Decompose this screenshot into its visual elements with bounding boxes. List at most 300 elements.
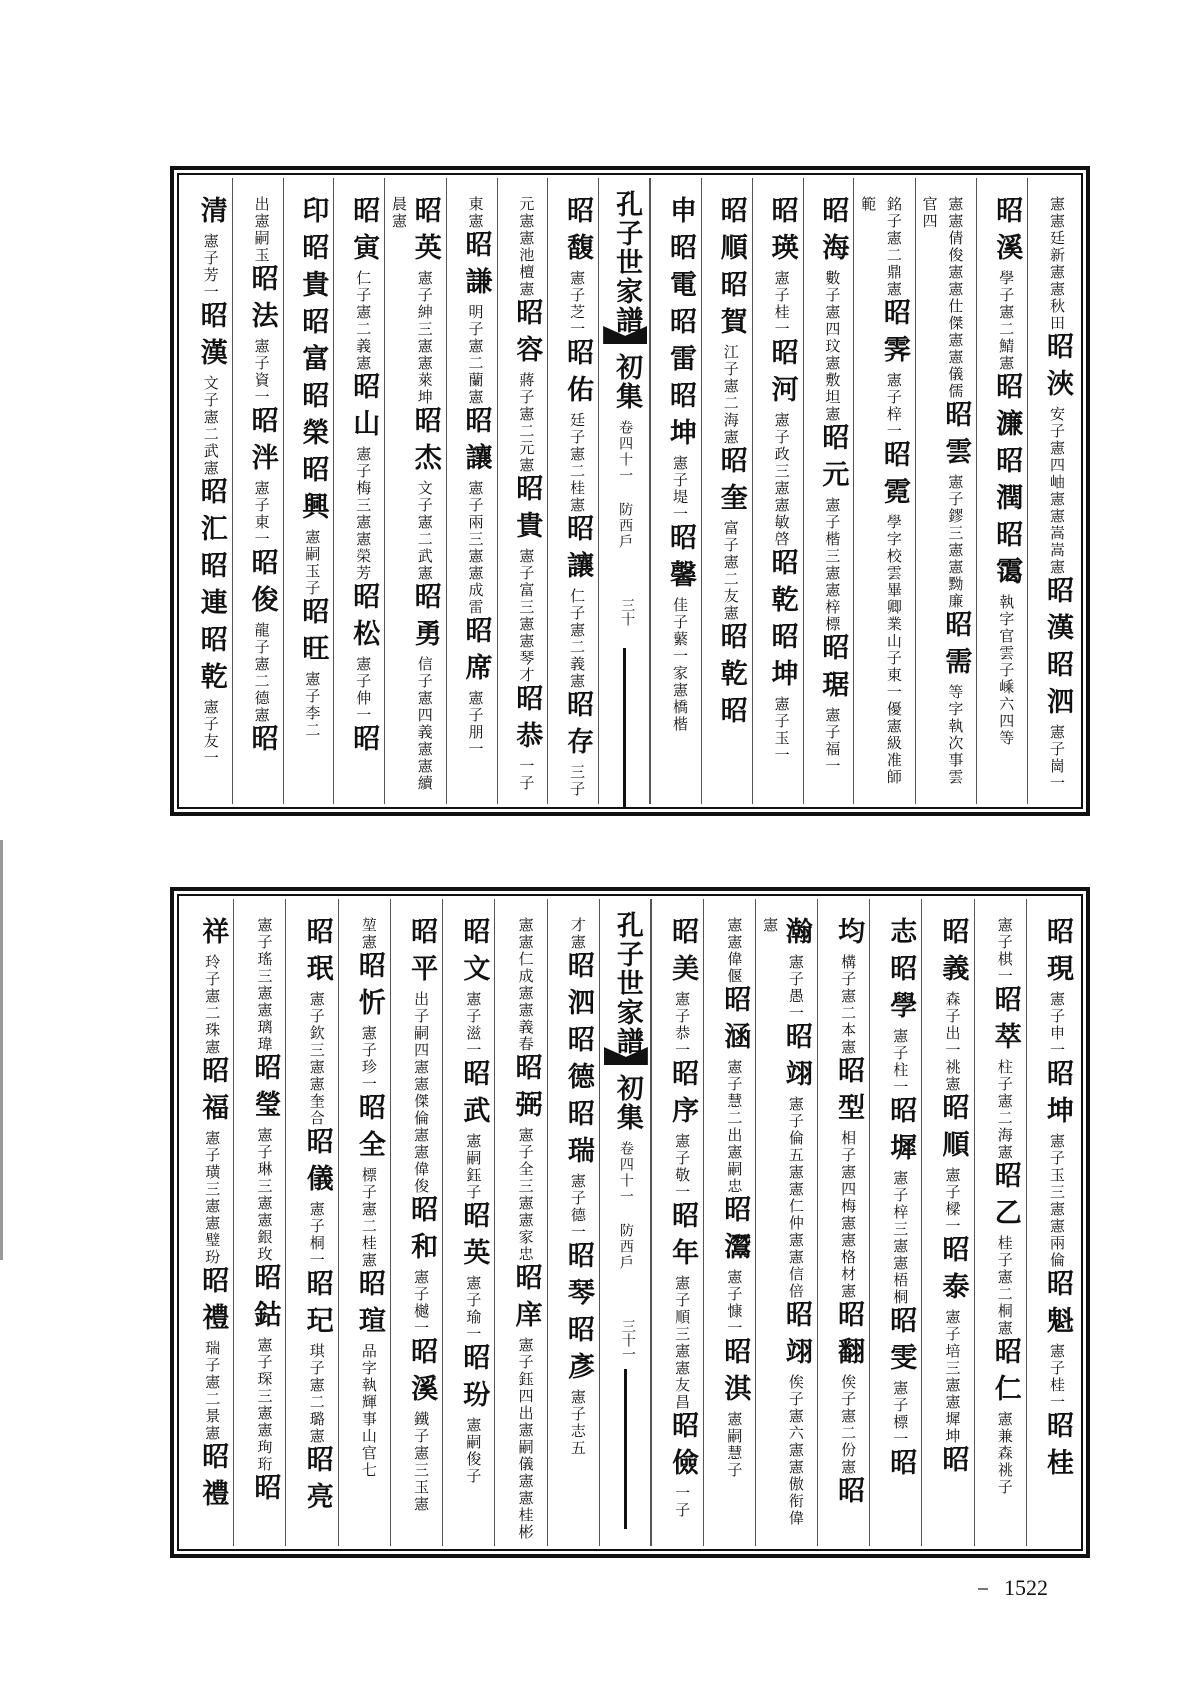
name-glyph: 富 [297,344,329,381]
name-glyph: 昭 [348,196,380,233]
annotation-text: 柱子憲二海憲 [995,1059,1014,1161]
name-glyph: 昭 [246,724,278,761]
name-glyph: 容 [511,335,543,372]
annotation-text: 憲子福一 [823,707,842,775]
name-glyph: 昭 [719,1195,751,1232]
name-glyph: 昭 [562,1241,594,1278]
name-glyph: 琴 [562,1278,594,1315]
name-glyph: 昭 [878,440,910,477]
name-glyph: 英 [458,1238,490,1275]
annotation-text: 憲子標一 [891,1380,910,1448]
annotation-text: 憲子桂一 [772,270,791,338]
name-glyph: 昭 [562,1025,594,1062]
collection-label: 初集 [611,1074,643,1132]
name-glyph: 昭 [940,610,972,647]
annotation-text: 俟子憲六憲憲傲衔偉憲 [761,917,805,1527]
book-title: 孔子世家譜 [611,190,643,335]
annotation-text: 憲子琛三憲憲珣珩 [255,1337,274,1473]
name-glyph: 昭 [715,196,747,233]
name-glyph: 泮 [246,443,278,480]
name-glyph: 昭 [833,1056,865,1093]
annotation-text: 憲子玉一 [772,696,791,764]
annotation-text: 明子憲二蘭憲 [466,304,485,406]
name-glyph: 賀 [715,307,747,344]
name-glyph: 昭 [249,1053,281,1090]
name-glyph: 昭 [885,1448,917,1485]
annotation-text: 憲嗣俊子 [464,1417,483,1485]
entry-column [701,178,752,804]
annotation-text: 憲嗣鈺子 [464,1133,483,1201]
annotation-text: 廷子憲二桂憲 [568,412,587,514]
entry-column [915,178,977,804]
annotation-text: 富子憲二友憲 [721,520,740,622]
name-glyph: 昭 [1042,650,1073,687]
name-glyph: 昭 [833,1476,865,1513]
name-glyph: 現 [1042,954,1073,991]
name-glyph: 坤 [664,418,696,455]
name-glyph: 昭 [353,1093,385,1130]
name-glyph: 昭 [353,1269,385,1306]
scan-edge-mark [0,840,3,1260]
annotation-text: 品字執輝事山官七 [359,1343,378,1479]
name-glyph: 文 [458,954,490,991]
center-gutter [599,899,651,1546]
name-glyph: 亮 [301,1482,333,1519]
name-glyph: 昭 [562,690,594,727]
entry-column [182,899,233,1546]
name-glyph: 和 [406,1232,438,1269]
annotation-text: 憲子鏐三憲憲黝廉 [946,474,965,610]
name-glyph: 志 [885,917,917,954]
annotation-text: 學子憲二鯖憲 [997,270,1016,372]
annotation-text: 憲憲仁成憲憲義春 [516,917,535,1053]
name-glyph: 馥 [562,233,594,270]
name-glyph: 昭 [406,1195,438,1232]
name-glyph: 昭 [766,196,798,233]
volume-label: 卷四十一 防西戶 [617,1141,634,1271]
volume-label: 卷四十一 防西戶 [617,420,634,550]
name-glyph: 昭 [664,381,696,418]
annotation-text: 憲子梅三憲憲榮芳 [354,446,373,582]
annotation-text: 憲子欽三憲憲奎合 [307,991,326,1127]
name-glyph: 昭 [667,917,699,954]
annotation-text: 憲子琳三憲憲銀玫 [255,1127,274,1263]
name-glyph: 昭 [667,1201,699,1238]
annotation-text: 元憲憲池檀憲 [517,196,536,298]
name-glyph: 昭 [937,1235,969,1272]
entry-column [817,899,869,1546]
name-glyph: 溪 [991,233,1023,270]
name-glyph: 雯 [885,1343,917,1380]
name-glyph: 漢 [195,338,227,375]
name-glyph: 昭 [715,270,747,307]
name-glyph: 昭 [297,233,329,270]
name-glyph: 昭 [780,1300,812,1337]
page-panel-bottom [170,887,1090,1558]
name-glyph: 存 [562,727,594,764]
name-glyph: 漢 [1042,613,1073,650]
annotation-text: 憲憲倩俊憲憲仕傑憲憲儀儒 [946,196,965,400]
name-glyph: 全 [353,1130,385,1167]
name-glyph: 法 [246,301,278,338]
annotation-text: 憲子桐一 [307,1201,326,1269]
annotation-text: 憲子富三憲憲琴才 [517,548,536,684]
annotation-text: 標子憲二桂憲 [359,1167,378,1269]
name-glyph: 元 [817,460,849,497]
name-glyph: 昭 [246,264,278,301]
entry-column [338,899,390,1546]
name-glyph: 禮 [197,1479,229,1516]
annotation-text: 龍子憲二德憲 [252,622,271,724]
name-glyph: 玘 [301,1306,333,1343]
name-glyph: 昭 [940,400,972,437]
name-glyph: 禮 [197,1303,229,1340]
entry-column [869,899,921,1546]
name-glyph: 昭 [297,455,329,492]
name-glyph: 昭 [1042,1059,1073,1096]
annotation-text: 憲子堤一 [670,455,689,523]
name-glyph: 昭 [195,301,227,338]
entry-column [547,899,599,1546]
annotation-text: 仁子憲二義憲 [568,588,587,690]
name-glyph: 昭 [510,1053,542,1090]
name-glyph: 瑞 [562,1136,594,1173]
annotation-text: 憲嗣玉子 [303,529,322,597]
annotation-text: 憲子志五 [568,1389,587,1457]
name-glyph: 馨 [664,560,696,597]
annotation-text: 森子出一祧憲 [943,991,962,1093]
name-glyph: 昭 [348,582,380,619]
name-glyph: 庠 [510,1300,542,1337]
annotation-text: 憲子玉三憲憲兩倫 [1048,1133,1066,1269]
name-glyph: 琚 [817,670,849,707]
name-glyph: 泗 [1042,687,1073,724]
name-glyph: 順 [715,233,747,270]
name-glyph: 昭 [348,724,380,761]
name-glyph: 河 [766,375,798,412]
name-glyph: 弼 [510,1090,542,1127]
entry-column [752,178,803,804]
annotation-text: 憲兼森祧子 [995,1411,1014,1496]
name-glyph: 昭 [197,1266,229,1303]
annotation-text: 鐵子憲三玉憲 [412,1411,431,1513]
entry-column [547,178,598,804]
name-glyph: 昭 [409,582,441,619]
annotation-text: 相子憲四梅憲憲格材憲 [839,1130,858,1300]
name-glyph: 霁 [878,335,910,372]
annotation-text: 憲子慧二出憲嗣忠 [725,1059,744,1195]
name-glyph: 翊 [780,1337,812,1374]
annotation-text: 憲子芳一 [201,233,220,301]
name-glyph: 昭 [348,372,380,409]
entry-column [1027,178,1078,804]
entry-column [803,178,854,804]
name-glyph: 瑄 [353,1306,385,1343]
annotation-text: 憲子桂一 [1048,1343,1066,1411]
annotation-text: 出憲嗣玉 [252,196,271,264]
name-glyph: 昭 [460,230,492,267]
entry-column [651,899,703,1546]
entry-column [976,178,1027,804]
name-glyph: 儀 [301,1164,333,1201]
name-glyph: 昭 [667,1411,699,1448]
name-glyph: 均 [833,917,865,954]
name-glyph: 昭 [297,381,329,418]
gutter-line [624,1369,627,1529]
name-glyph: 彥 [562,1352,594,1389]
name-glyph: 昭 [937,917,969,954]
name-glyph: 昭 [301,1269,333,1306]
annotation-text: 安子憲四岫憲憲嵩嵩憲 [1048,406,1066,576]
annotation-text: 才憲 [568,917,587,951]
annotation-text: 憲子敬一 [673,1133,692,1201]
name-glyph: 祥 [197,917,229,954]
name-glyph: 昭 [458,1201,490,1238]
entry-column [285,899,337,1546]
name-glyph: 昭 [817,196,849,233]
name-glyph: 昭 [715,446,747,483]
name-glyph: 美 [667,954,699,991]
annotation-text: 等字執次事雲官四 [920,196,965,786]
annotation-text: 憲子政三憲憲敏啓 [772,412,791,548]
annotation-text: 俟子憲二份憲 [839,1374,858,1476]
name-glyph: 昭 [715,622,747,659]
entry-column [390,899,442,1546]
name-glyph: 昭 [562,196,594,233]
name-glyph: 昭 [301,1445,333,1482]
annotation-text: 憲子資一 [252,338,271,406]
name-glyph: 乾 [715,659,747,696]
name-glyph: 昭 [353,951,385,988]
annotation-text: 憲子慷一 [725,1269,744,1337]
annotation-text: 憲憲偉偃 [725,917,744,985]
name-glyph: 昭 [562,951,594,988]
name-glyph: 昭 [833,1300,865,1337]
name-glyph: 昭 [989,1337,1021,1374]
name-glyph: 英 [409,233,441,270]
name-glyph: 昭 [1042,917,1073,954]
name-glyph: 貴 [511,511,543,548]
annotation-text: 桂子憲二桐憲 [995,1235,1014,1337]
name-glyph: 珉 [301,954,333,991]
name-glyph: 昭 [458,1343,490,1380]
name-glyph: 連 [195,588,227,625]
name-glyph: 坤 [766,659,798,696]
name-glyph: 昭 [885,1306,917,1343]
name-glyph: 儉 [667,1448,699,1485]
annotation-text: 信子憲四義憲憲續晨憲 [389,196,434,792]
name-glyph: 瑩 [249,1090,281,1127]
name-glyph: 福 [197,1093,229,1130]
name-glyph: 申 [664,196,696,233]
name-glyph: 昭 [301,1127,333,1164]
name-glyph: 乾 [195,662,227,699]
name-glyph: 汇 [195,514,227,551]
name-glyph: 昭 [1042,1411,1073,1448]
name-glyph: 昭 [510,1263,542,1300]
annotation-text: 仁子憲二義憲 [354,270,373,372]
name-glyph: 昭 [664,233,696,270]
name-glyph: 玢 [458,1380,490,1417]
annotation-text: 憲子梓一 [884,372,903,440]
page-number: 三十 [619,598,636,626]
name-glyph: 昭 [667,1059,699,1096]
entry-column [333,178,384,804]
annotation-text: 文子憲二武憲 [415,480,434,582]
name-glyph: 昭 [460,406,492,443]
name-glyph: 年 [667,1238,699,1275]
annotation-text: 憲子瑜一 [464,1275,483,1343]
annotation-text: 憲子楷三憲憲梓標 [823,497,842,633]
name-glyph: 昭 [197,1442,229,1479]
annotation-text: 憲子朋一 [466,690,485,758]
annotation-text: 憲子滋一 [464,991,483,1059]
name-glyph: 昭 [409,196,441,233]
name-glyph: 鈷 [249,1300,281,1337]
annotation-text: 玲子憲二珠憲 [203,954,222,1056]
annotation-text: 東憲 [466,196,485,230]
annotation-text: 一子 [517,758,536,792]
name-glyph: 昭 [991,196,1023,233]
name-glyph: 昭 [301,917,333,954]
name-glyph: 淇 [719,1374,751,1411]
name-glyph: 忻 [353,988,385,1025]
name-glyph: 昭 [297,307,329,344]
name-glyph: 貴 [297,270,329,307]
entry-column [1026,899,1078,1546]
annotation-text: 憲子順三憲憲友昌 [673,1275,692,1411]
name-glyph: 山 [348,409,380,446]
name-glyph: 乾 [766,585,798,622]
name-glyph: 昭 [458,917,490,954]
name-glyph: 昭 [719,1337,751,1374]
annotation-text: 琪子憲二璐憲 [307,1343,326,1445]
name-glyph: 仁 [989,1374,1021,1411]
entry-column [921,899,973,1546]
name-glyph: 義 [937,954,969,991]
annotation-text: 憲子柱一 [891,1028,910,1096]
annotation-text: 憲子友一 [201,699,220,767]
name-glyph: 昭 [991,372,1023,409]
name-glyph: 勇 [409,619,441,656]
name-glyph: 泗 [562,988,594,1025]
entry-column [853,178,915,804]
name-glyph: 清 [195,196,227,233]
annotation-text: 憲子璜三憲憲璧玢 [203,1130,222,1266]
name-glyph: 俊 [246,585,278,622]
annotation-text: 憲子全三憲憲家忠 [516,1127,535,1263]
book-title: 孔子世家譜 [611,911,643,1056]
entry-column [497,178,548,804]
name-glyph: 翻 [833,1337,865,1374]
name-glyph: 謙 [460,267,492,304]
name-glyph: 昭 [991,520,1023,557]
annotation-text: 憲子李二 [303,671,322,739]
annotation-text: 憲子樑一 [943,1167,962,1235]
entry-column [446,178,497,804]
annotation-text: 憲子崗一 [1048,724,1066,792]
name-glyph: 昭 [766,548,798,585]
name-glyph: 昭 [562,1099,594,1136]
folio-number: 1522 [1004,1575,1048,1600]
annotation-text: 憲子東一 [252,480,271,548]
name-glyph: 興 [297,492,329,529]
name-glyph: 昭 [562,1315,594,1352]
name-glyph: 海 [817,233,849,270]
entry-column [650,178,701,804]
entry-column [232,178,283,804]
name-glyph: 昭 [719,985,751,1022]
name-glyph: 昭 [406,1337,438,1374]
annotation-text: 憲子紳三憲憲萊坤 [415,270,434,406]
annotation-text: 蔣子憲二元憲 [517,372,536,474]
name-glyph: 翊 [780,1059,812,1096]
name-glyph: 墀 [885,1133,917,1170]
annotation-text: 憲子申一 [1048,991,1066,1059]
annotation-text: 構子憲二本憲 [839,954,858,1056]
folio-tick [978,1588,988,1590]
name-glyph: 武 [458,1096,490,1133]
entry-column [384,178,446,804]
name-glyph: 讓 [460,443,492,480]
entry-column [283,178,334,804]
entry-column [442,899,494,1546]
name-glyph: 瀚 [780,917,812,954]
annotation-text: 三子 [568,764,587,798]
entry-column [182,178,232,804]
annotation-text: 憲子愚一 [786,954,805,1022]
name-glyph: 昭 [989,1161,1021,1198]
name-glyph: 潤 [991,483,1023,520]
name-glyph: 昭 [562,338,594,375]
name-glyph: 印 [297,196,329,233]
name-glyph: 桂 [1042,1448,1073,1485]
name-glyph: 昭 [246,406,278,443]
annotation-text: 銘子憲二鼎憲 [884,196,903,298]
page-panel-top [170,166,1090,816]
name-glyph: 旺 [297,634,329,671]
name-glyph: 昭 [664,523,696,560]
name-glyph: 昭 [246,548,278,585]
name-glyph: 昭 [885,954,917,991]
name-glyph: 浹 [1042,369,1073,406]
annotation-text: 憲子倫五憲憲仁仲憲憲信倍 [786,1096,805,1300]
annotation-text: 執字官雲子嵊六四等 [997,594,1016,747]
name-glyph: 席 [460,653,492,690]
column-container [182,178,1078,804]
annotation-text: 佳子蘩一家憲橋楷 [670,597,689,733]
annotation-text: 憲嗣慧子 [725,1411,744,1479]
entry-column [755,899,817,1546]
name-glyph: 序 [667,1096,699,1133]
name-glyph: 需 [940,647,972,684]
name-glyph: 昭 [664,307,696,344]
name-glyph: 昭 [458,1059,490,1096]
gutter-line [623,648,626,808]
name-glyph: 昭 [780,1022,812,1059]
name-glyph: 學 [885,991,917,1028]
name-glyph: 昭 [460,616,492,653]
name-glyph: 昭 [195,625,227,662]
name-glyph: 霓 [878,477,910,514]
name-glyph: 昭 [715,696,747,733]
name-glyph: 昭 [195,551,227,588]
name-glyph: 昭 [991,446,1023,483]
name-glyph: 昭 [766,338,798,375]
annotation-text: 憲子瑤三憲憲璃瑋 [255,917,274,1053]
annotation-text: 憲子伸一 [354,656,373,724]
name-glyph: 讓 [562,551,594,588]
